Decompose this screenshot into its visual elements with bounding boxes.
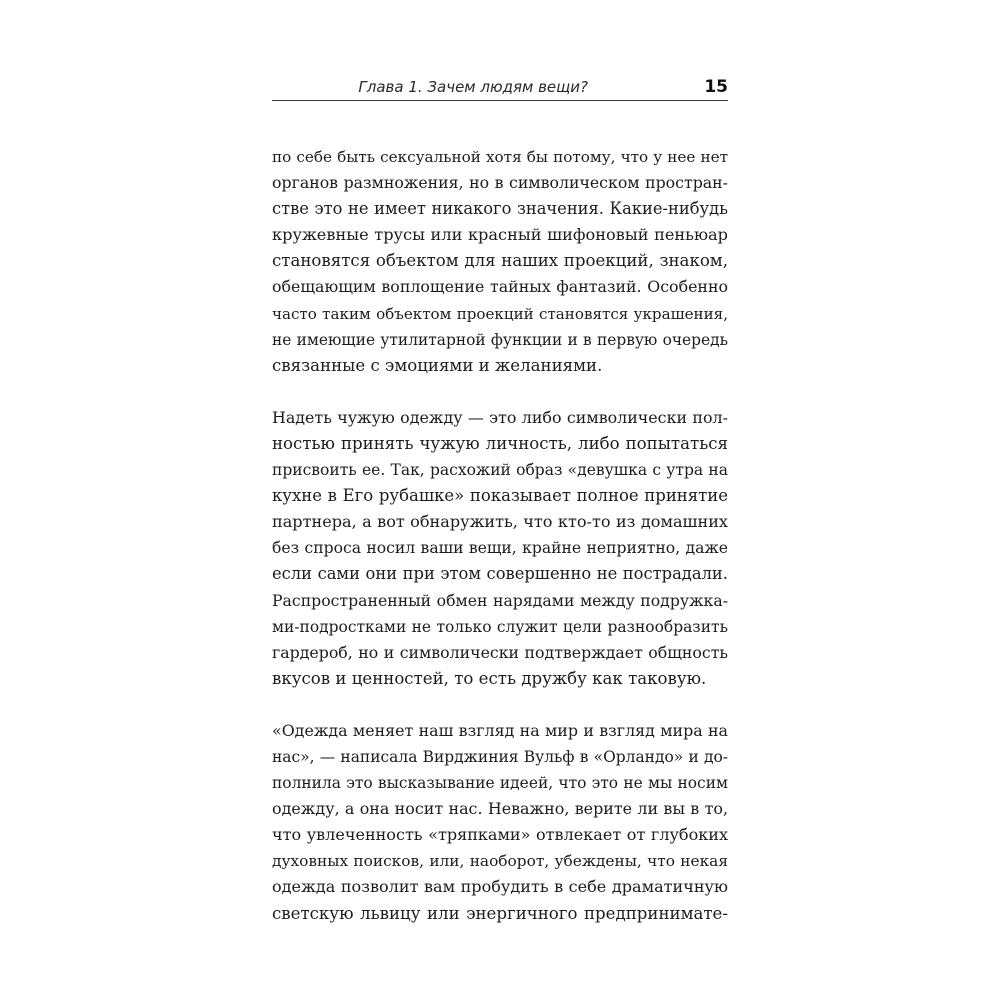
text-line: ми-подростками не только служит цели разнообразить	[272, 617, 728, 636]
text-line: часто таким объектом проекций становятся украшения,	[272, 304, 728, 323]
text-line: духовных поисков, или, наоборот, убеждены, что некая	[272, 852, 728, 871]
text-line: партнера, а вот обнаружить, что кто-то из домашних	[272, 512, 728, 532]
text-line: становятся объектом для наших проекций, знаком,	[272, 251, 728, 271]
text-line: без спроса носил ваши вещи, крайне неприятно, даже	[272, 539, 728, 558]
text-line: полнила это высказывание идеей, что это не мы носим	[272, 774, 728, 793]
paragraph-1	[272, 144, 728, 379]
book-page	[272, 70, 728, 953]
text-line: связанные с эмоциями и желаниями.	[272, 355, 603, 375]
running-head	[272, 70, 728, 101]
text-line: если сами они при этом совершенно не пострадали.	[272, 564, 728, 584]
text-line: кухне в Его рубашке» показывает полное принятие	[272, 486, 728, 506]
text-line: светскую львицу или энергичного предпринимате-	[272, 903, 728, 923]
text-line: присвоить ее. Так, расхожий образ «девушка с утра на	[272, 461, 728, 480]
text-line: нас», — написала Вирджиния Вульф в «Орландо» и до-	[272, 747, 728, 766]
body-text	[272, 144, 728, 927]
text-line: одежду, а она носит нас. Неважно, верите ли вы в то,	[272, 799, 728, 819]
text-line: кружевные трусы или красный шифоновый пеньюар	[272, 225, 728, 245]
text-line: не имеющие утилитарной функции и в первую очередь	[272, 330, 728, 349]
text-line: одежда позволит вам пробудить в себе драматичную	[272, 877, 728, 897]
page-number: 15	[704, 77, 728, 97]
chapter-title: Глава 1. Зачем людям вещи?	[358, 78, 588, 96]
text-line: вкусов и ценностей, то есть дружбу как таковую.	[272, 668, 707, 688]
text-line: гардероб, но и символически подтверждает общность	[272, 642, 728, 662]
paragraph-3	[272, 718, 728, 927]
text-line: по себе быть сексуальной хотя бы потому, что у нее нет	[272, 148, 728, 166]
text-line: что увлеченность «тряпками» отвлекает от глубоких	[272, 825, 728, 845]
text-line: стве это не имеет никакого значения. Какие-нибудь	[272, 199, 728, 219]
text-line: ностью принять чужую личность, либо попытаться	[272, 433, 728, 453]
text-line: органов размножения, но в символическом простран-	[272, 173, 728, 193]
text-line: Распространенный обмен нарядами между подружка-	[272, 590, 728, 610]
paragraph-2	[272, 405, 728, 692]
text-line: «Одежда меняет наш взгляд на мир и взгляд мира на	[272, 720, 728, 740]
text-line: Надеть чужую одежду — это либо символически пол-	[272, 407, 728, 427]
text-line: обещающим воплощение тайных фантазий. Особенно	[272, 277, 728, 297]
